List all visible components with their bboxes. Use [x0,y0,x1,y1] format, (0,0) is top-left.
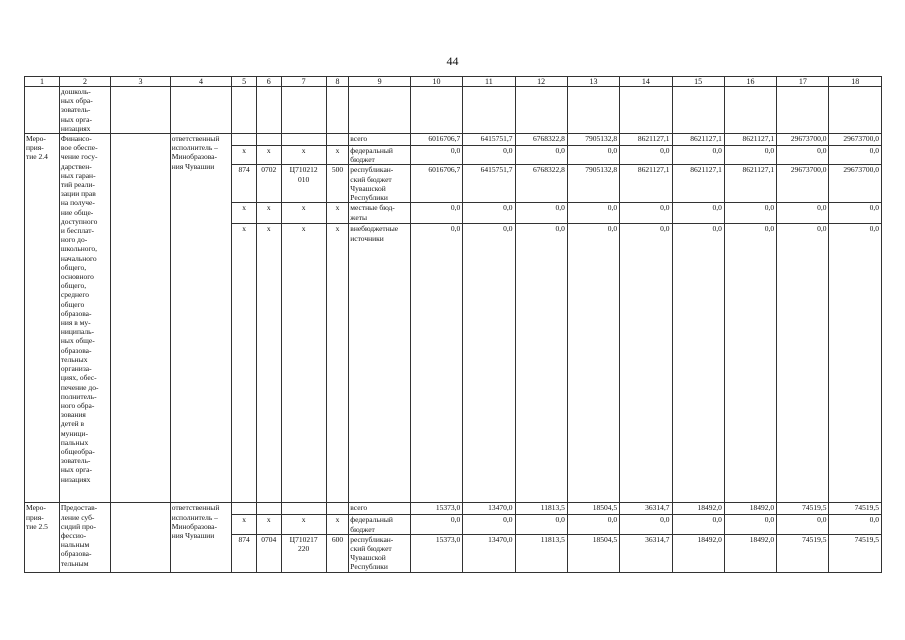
ministry-code: 874 [232,165,257,203]
expense-type: x [326,224,349,503]
value-cell: 18492,0 [724,503,776,515]
funding-source: всего [349,134,411,146]
empty-cell [25,87,60,134]
funding-source: республикан- ский бюджет Чувашской Республики [349,534,411,572]
value-cell: 6016706,7 [410,134,462,146]
section-code [256,503,281,515]
target-code [281,503,326,515]
section-code: x [256,146,281,165]
expense-type: x [326,515,349,534]
value-cell: 0,0 [672,203,724,224]
value-cell: 0,0 [515,515,567,534]
empty-cell [111,134,171,503]
empty-cell [410,87,462,134]
value-cell: 36314,7 [620,503,672,515]
value-cell: 18492,0 [672,503,724,515]
value-cell: 0,0 [515,203,567,224]
expense-type: 600 [326,534,349,572]
measure-number: Меро- прия- тие 2.5 [25,503,60,572]
expense-type [326,503,349,515]
value-cell: 6415751,7 [463,165,515,203]
empty-cell [281,87,326,134]
target-code: x [281,203,326,224]
empty-cell [724,87,776,134]
empty-cell [777,87,829,134]
value-cell: 13470,0 [463,503,515,515]
value-cell: 15373,0 [410,534,462,572]
value-cell: 29673700,0 [829,134,882,146]
value-cell: 8621127,1 [672,165,724,203]
column-number: 14 [620,77,672,87]
target-code: Ц710217 220 [281,534,326,572]
table-row [25,87,882,134]
column-number: 7 [281,77,326,87]
value-cell: 8621127,1 [724,134,776,146]
empty-cell [829,87,882,134]
measure-description: Финансо- вое обеспе- чение госу- дарствен- ных гаран- тий реали- зации прав на получе- ние обще- доступного и бесплат- ного до- школьного, начального общего, основного общего, среднего общего образова- ния в му- ниципаль- ных обще- образова- тельных организа- циях, обес- печение до- полнитель- ного обра- зования детей в муници- пальных общеобра- зователь- ных орга- низациях [59,134,110,503]
value-cell: 8621127,1 [672,134,724,146]
budget-table [24,76,882,573]
executor-cell: ответственный исполнитель – Минобразова- ния Чувашии [170,134,232,503]
expense-type: 500 [326,165,349,203]
column-number: 11 [463,77,515,87]
empty-cell [111,87,171,134]
value-cell: 0,0 [829,515,882,534]
empty-cell [672,87,724,134]
value-cell: 74519,5 [777,503,829,515]
value-cell: 0,0 [620,224,672,503]
column-number: 12 [515,77,567,87]
empty-cell [170,87,232,134]
expense-type: x [326,203,349,224]
column-number: 8 [326,77,349,87]
empty-cell [463,87,515,134]
value-cell: 0,0 [515,146,567,165]
value-cell: 74519,5 [829,534,882,572]
value-cell: 29673700,0 [777,134,829,146]
section-code: x [256,515,281,534]
value-cell: 0,0 [463,515,515,534]
section-code: 0704 [256,534,281,572]
section-code: x [256,224,281,503]
value-cell: 8621127,1 [620,165,672,203]
value-cell: 0,0 [777,515,829,534]
value-cell: 0,0 [410,146,462,165]
measure-number: Меро- прия- тие 2.4 [25,134,60,503]
value-cell: 0,0 [567,146,619,165]
target-code: Ц710212 010 [281,165,326,203]
section-code [256,134,281,146]
empty-cell [567,87,619,134]
value-cell: 0,0 [672,515,724,534]
funding-source: внебюджетные источники [349,224,411,503]
column-number: 18 [829,77,882,87]
value-cell: 7905132,8 [567,165,619,203]
value-cell: 0,0 [829,203,882,224]
value-cell: 0,0 [410,203,462,224]
value-cell: 29673700,0 [777,165,829,203]
column-number: 3 [111,77,171,87]
value-cell: 0,0 [672,146,724,165]
value-cell: 0,0 [620,146,672,165]
value-cell: 0,0 [463,146,515,165]
value-cell: 6016706,7 [410,165,462,203]
expense-type [326,134,349,146]
funding-source: федеральный бюджет [349,146,411,165]
column-number: 16 [724,77,776,87]
value-cell: 11813,5 [515,503,567,515]
value-cell: 0,0 [777,203,829,224]
ministry-code: 874 [232,534,257,572]
value-cell: 0,0 [463,224,515,503]
value-cell: 0,0 [829,224,882,503]
funding-source: местные бюд- жеты [349,203,411,224]
value-cell: 11813,5 [515,534,567,572]
executor-cell: ответственный исполнитель – Минобразова- ния Чувашии [170,503,232,572]
measure-description: дошколь- ных обра- зователь- ных орга- низациях [59,87,110,134]
value-cell: 15373,0 [410,503,462,515]
expense-type: x [326,146,349,165]
page-number: 44 [446,54,459,68]
column-number: 6 [256,77,281,87]
value-cell: 0,0 [567,515,619,534]
value-cell: 29673700,0 [829,165,882,203]
funding-source: федеральный бюджет [349,515,411,534]
ministry-code [232,503,257,515]
value-cell: 8621127,1 [724,165,776,203]
value-cell: 8621127,1 [620,134,672,146]
empty-cell [111,503,171,572]
value-cell: 0,0 [672,224,724,503]
value-cell: 0,0 [724,515,776,534]
value-cell: 7905132,8 [567,134,619,146]
value-cell: 6768322,8 [515,165,567,203]
value-cell: 74519,5 [829,503,882,515]
value-cell: 0,0 [567,203,619,224]
column-number: 2 [59,77,110,87]
value-cell: 0,0 [410,224,462,503]
section-code: x [256,203,281,224]
value-cell: 18492,0 [724,534,776,572]
empty-cell [326,87,349,134]
section-code: 0702 [256,165,281,203]
value-cell: 0,0 [777,146,829,165]
ministry-code: x [232,146,257,165]
ministry-code: x [232,203,257,224]
empty-cell [620,87,672,134]
value-cell: 6768322,8 [515,134,567,146]
column-number: 1 [25,77,60,87]
funding-source: республикан- ский бюджет Чувашской Республики [349,165,411,203]
column-number: 9 [349,77,411,87]
value-cell: 18492,0 [672,534,724,572]
target-code: x [281,146,326,165]
empty-cell [349,87,411,134]
table-row [25,503,882,515]
funding-source: всего [349,503,411,515]
empty-cell [232,87,257,134]
value-cell: 74519,5 [777,534,829,572]
measure-description: Предостав- ление суб- сидий про- фессио- нальным образова- тельным [59,503,110,572]
value-cell: 18504,5 [567,534,619,572]
value-cell: 36314,7 [620,534,672,572]
column-number: 5 [232,77,257,87]
value-cell: 13470,0 [463,534,515,572]
value-cell: 0,0 [410,515,462,534]
value-cell: 0,0 [777,224,829,503]
target-code: x [281,224,326,503]
value-cell: 0,0 [620,203,672,224]
value-cell: 0,0 [829,146,882,165]
column-number: 13 [567,77,619,87]
header-row [25,77,882,87]
empty-cell [515,87,567,134]
value-cell: 0,0 [463,203,515,224]
ministry-code [232,134,257,146]
ministry-code: x [232,224,257,503]
table-row [25,134,882,146]
column-number: 4 [170,77,232,87]
value-cell: 6415751,7 [463,134,515,146]
value-cell: 0,0 [515,224,567,503]
column-number: 10 [410,77,462,87]
value-cell: 0,0 [724,224,776,503]
value-cell: 0,0 [724,146,776,165]
value-cell: 0,0 [620,515,672,534]
value-cell: 18504,5 [567,503,619,515]
target-code [281,134,326,146]
target-code: x [281,515,326,534]
empty-cell [256,87,281,134]
value-cell: 0,0 [724,203,776,224]
column-number: 17 [777,77,829,87]
column-number: 15 [672,77,724,87]
ministry-code: x [232,515,257,534]
value-cell: 0,0 [567,224,619,503]
